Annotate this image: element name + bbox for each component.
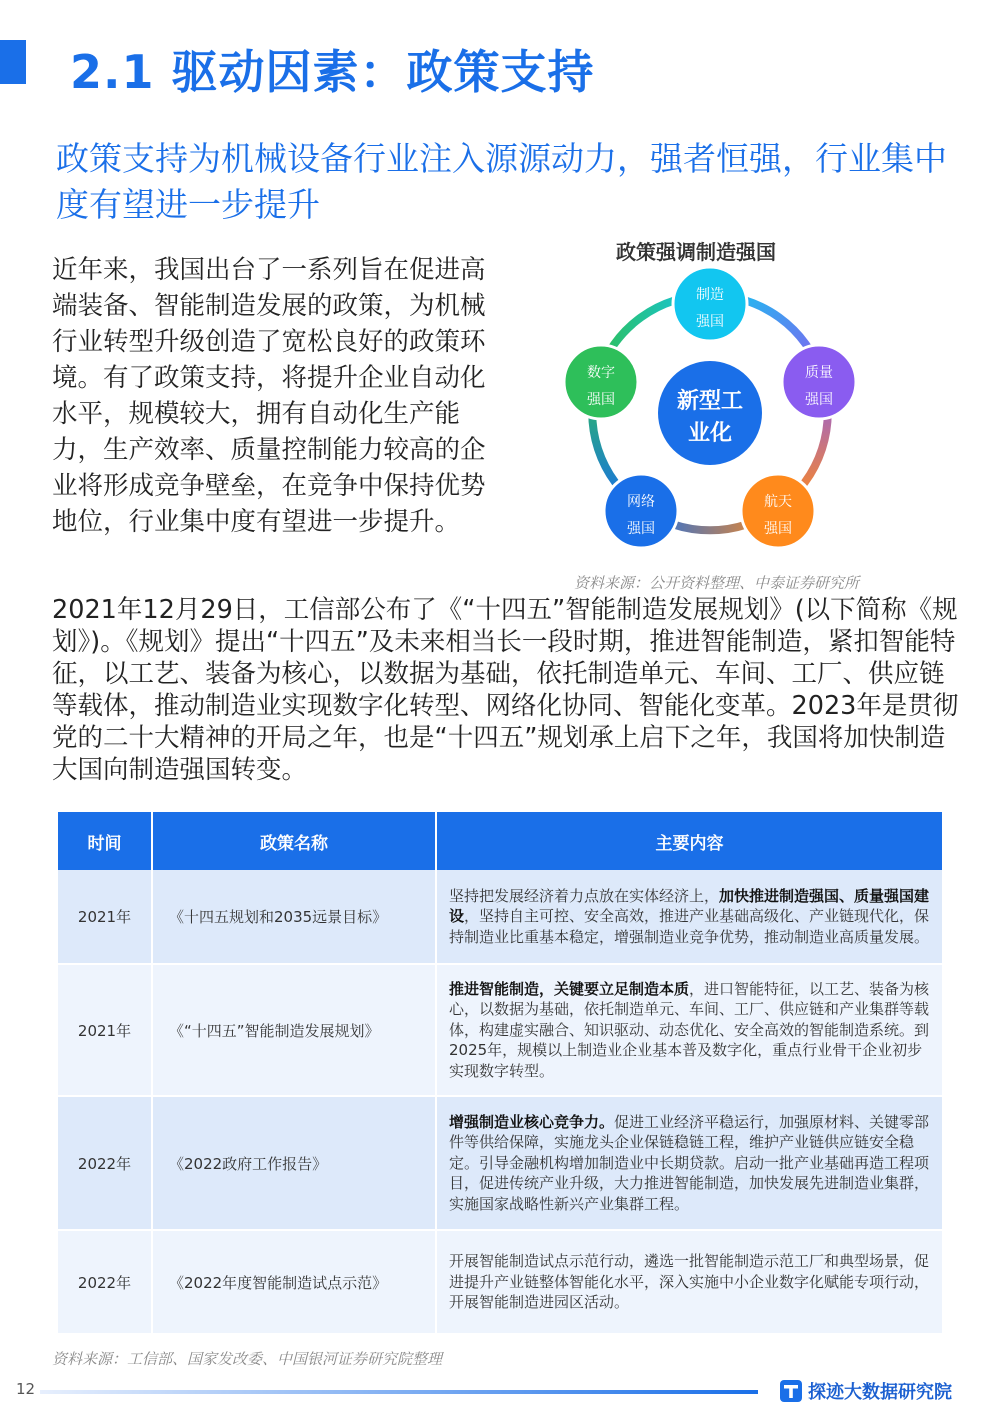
- header-policy-name: 政策名称: [152, 812, 436, 870]
- header-time: 时间: [58, 812, 152, 870]
- diagram-node-label-line1: 质量: [805, 365, 833, 381]
- row-year: 2022年: [58, 1230, 152, 1334]
- diagram-node: [673, 268, 747, 341]
- row-policy-name: 《2022政府工作报告》: [152, 1096, 436, 1230]
- policy-table: [58, 812, 942, 1335]
- content-bold: 加快推进制造强国、质量强国建设: [449, 886, 930, 926]
- content-text: 开展智能制造试点示范行动，遴选一批智能制造示范工厂和典型场景，促进提升产业链整体智能化水平，深入实施中小企业数字化赋能专项行动，开展智能制造进园区活动。: [449, 1252, 930, 1312]
- row-content: [436, 964, 942, 1096]
- table-source: 资料来源：工信部、国家发改委、中国银河证券研究院整理: [52, 1350, 443, 1368]
- diagram-node-label-line2: 强国: [805, 392, 833, 408]
- policy-diagram-svg: [540, 268, 880, 568]
- brand-logo-icon: [780, 1380, 802, 1402]
- row-content: [436, 1230, 942, 1334]
- row-content: [436, 1096, 942, 1230]
- diagram-node-label-line2: 强国: [587, 392, 615, 408]
- diagram-source: 资料来源：公开资料整理、中泰证券研究所: [574, 574, 860, 592]
- diagram-node-label-line2: 强国: [627, 521, 655, 537]
- diagram-node-label-line1: 航天: [764, 494, 792, 510]
- header-main-content: 主要内容: [436, 812, 942, 870]
- table-row: [58, 1096, 942, 1230]
- diagram-node-label-line1: 制造: [696, 287, 724, 303]
- table-header-row: [58, 812, 942, 870]
- row-year: 2022年: [58, 1096, 152, 1230]
- page-title: 2.1 驱动因素：政策支持: [70, 45, 595, 99]
- row-policy-name: 《2022年度智能制造试点示范》: [152, 1230, 436, 1334]
- diagram-node-label-line1: 数字: [587, 365, 615, 381]
- row-policy-name: 《“十四五”智能制造发展规划》: [152, 964, 436, 1096]
- row-year: 2021年: [58, 964, 152, 1096]
- table-row: [58, 870, 942, 964]
- intro-paragraph: 近年来，我国出台了一系列旨在促进高端装备、智能制造发展的政策，为机械行业转型升级创造了宽松良好的政策环境。有了政策支持，将提升企业自动化水平，规模较大，拥有自动化生产能力，生产效率、质量控制能力较高的企业将形成竞争壁垒，在竞争中保持优势地位，行业集中度有望进一步提升。: [52, 255, 486, 537]
- title-accent-bar: [0, 40, 26, 84]
- row-year: 2021年: [58, 870, 152, 964]
- row-policy-name: 《十四五规划和2035远景目标》: [152, 870, 436, 964]
- policy-diagram: [540, 268, 880, 568]
- content-bold: 增强制造业核心竞争力。: [449, 1112, 615, 1131]
- diagram-title: 政策强调制造强国: [616, 240, 776, 264]
- diagram-node-label-line2: 强国: [696, 314, 724, 330]
- table-row: [58, 964, 942, 1096]
- footer-divider: [40, 1390, 758, 1394]
- brand-name: 探迹大数据研究院: [808, 1382, 952, 1403]
- center-label-line1: 新型工: [676, 389, 744, 414]
- diagram-node-label-line1: 网络: [627, 494, 655, 510]
- section-subtitle: 政策支持为机械设备行业注入源源动力，强者恒强，行业集中度有望进一步提升: [56, 139, 947, 224]
- page-number: 12: [16, 1380, 36, 1398]
- content-text: ，坚持自主可控、安全高效，推进产业基础高级化、产业链现代化，保持制造业比重基本稳定，增强制造业竞争优势，推动制造业高质量发展。: [449, 907, 930, 946]
- center-label-line2: 业化: [687, 421, 733, 446]
- policy-paragraph: 2021年12月29日，工信部公布了《“十四五”智能制造发展规划》(以下简称《规划》)。《规划》提出“十四五”及未来相当长一段时期，推进智能制造，紧扣智能特征，以工艺、装备为核心，以数据为基础，依托制造单元、车间、工厂、供应链等载体，推动制造业实现数字化转型、网络化协同、智能化变革。2023年是贯彻党的二十大精神的开局之年，也是“十四五”规划承上启下之年，我国将加快制造大国向制造强国转变。: [52, 595, 959, 785]
- content-text: 坚持把发展经济着力点放在实体经济上，: [449, 886, 720, 905]
- content-text: ，进口智能特征，以工艺、装备为核心，以数据为基础，依托制造单元、车间、工厂、供应链和产业集群等载体，构建虚实融合、知识驱动、动态优化、安全高效的智能制造系统。到2025年，规模以上制造业企业基本普及数字化，重点行业骨干企业初步实现数字转型。: [449, 979, 930, 1080]
- content-text: 促进工业经济平稳运行，加强原材料、关键零部件等供给保障，实施龙头企业保链稳链工程，维护产业链供应链安全稳定。引导金融机构增加制造业中长期贷款。启动一批产业基础再造工程项目，促进传统产业升级，大力推进智能制造，加快发展先进制造业集群，实施国家战略性新兴产业集群工程。: [449, 1112, 930, 1213]
- content-bold: 推进智能制造，关键要立足制造本质: [449, 979, 690, 998]
- table-row: [58, 1230, 942, 1334]
- diagram-node-label-line2: 强国: [764, 521, 792, 537]
- row-content: [436, 870, 942, 964]
